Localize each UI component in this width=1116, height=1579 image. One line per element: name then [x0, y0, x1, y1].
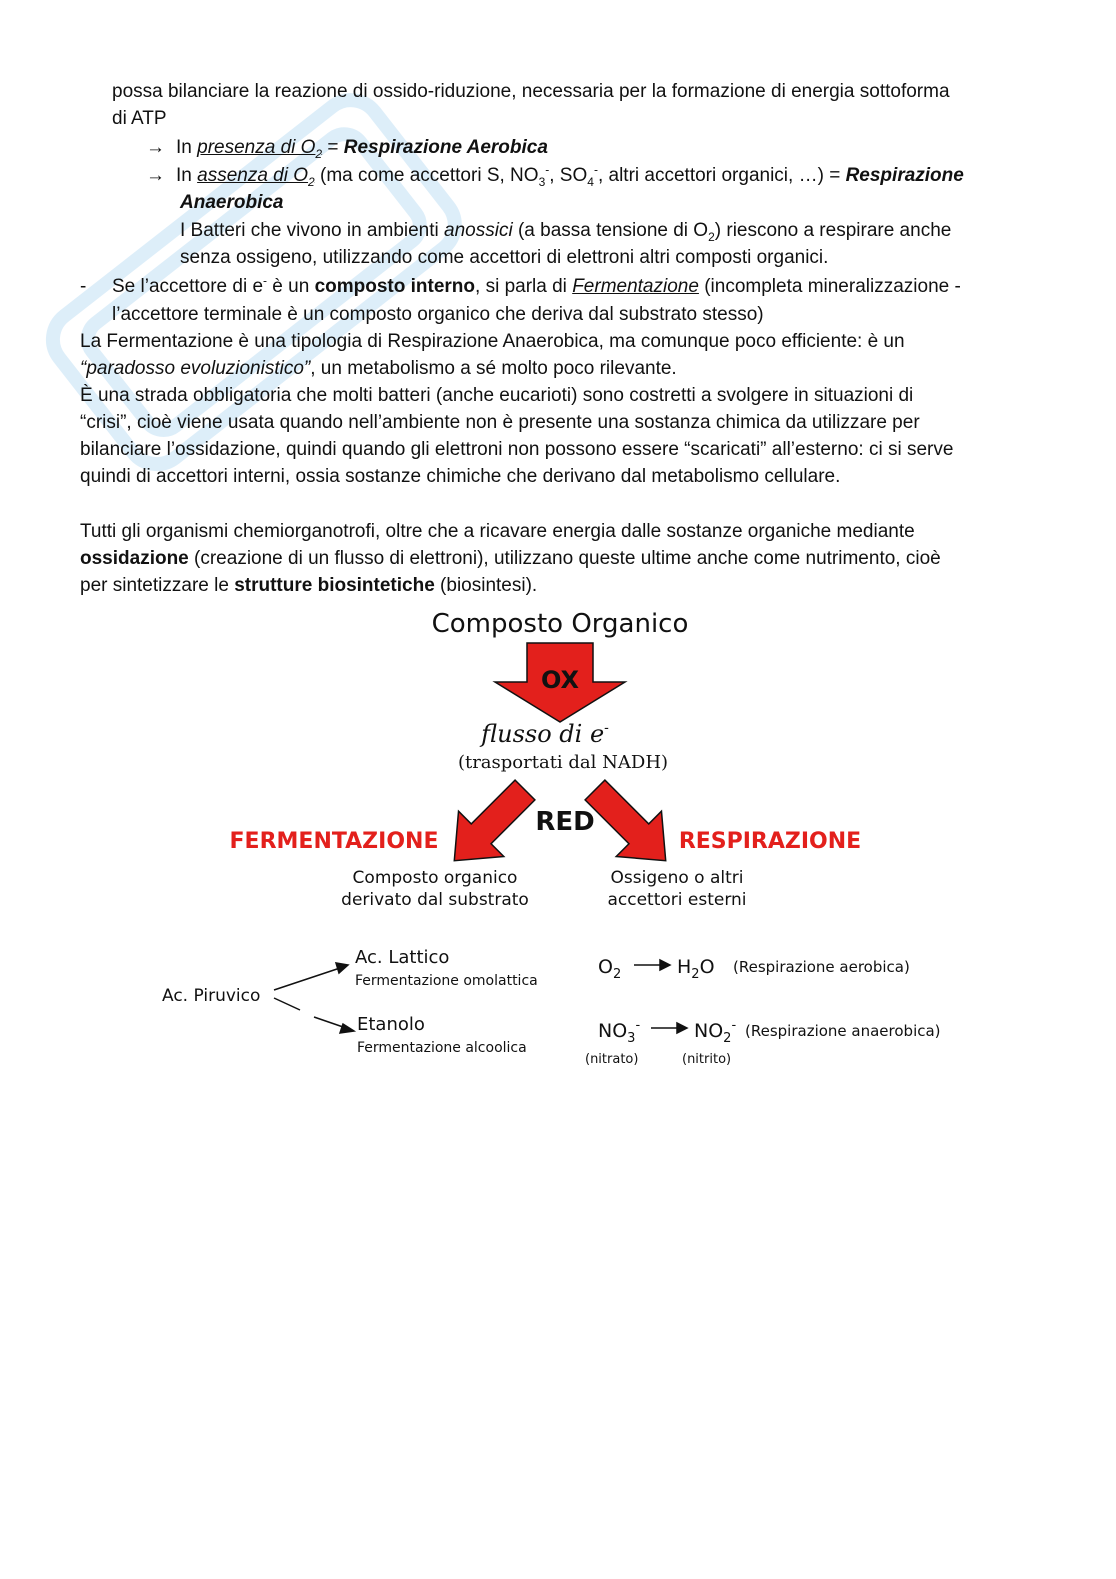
o2-to-h2o-arrow-icon — [634, 960, 670, 970]
nitrate-formula: $NO_3^-$ — [598, 1018, 641, 1046]
paragraph-line: “crisi”, cioè viene usata quando nell’ambiente non è presente una sostanza chimica da utilizzare per — [80, 412, 920, 433]
paragraph-line: senza ossigeno, utilizzando come accettori di elettroni altri composti organici. — [180, 247, 829, 268]
paragraph-line: È una strada obbligatoria che molti batteri (anche eucarioti) sono costretti a svolgere in situazioni di — [80, 385, 914, 406]
bullet-aerobic: → In presenza di $O_2$ = Respirazione Aerobica — [146, 134, 548, 161]
paragraph-line: Tutti gli organismi chemiorganotrofi, oltre che a ricavare energia dalle sostanze organiche mediante — [80, 521, 915, 542]
oxygen-formula: $O_2$ — [598, 956, 622, 982]
respiration-desc-line: accettori esterni — [607, 890, 747, 910]
fermentation-desc-line: Composto organico — [352, 868, 518, 888]
paragraph-line: La Fermentazione è una tipologia di Respirazione Anaerobica, ma comunque poco efficiente: è un — [80, 331, 905, 352]
right-arrow-icon: → — [146, 165, 165, 186]
fermentation-desc-line: derivato dal substrato — [341, 890, 529, 910]
ox-label: OX — [540, 666, 580, 694]
pyruvic-acid-label: Ac. Piruvico — [162, 986, 261, 1006]
nadh-carrier-label: (trasportati dal NADH) — [457, 752, 669, 773]
nitrate-label: (nitrato) — [585, 1052, 639, 1067]
metabolism-diagram — [0, 600, 1116, 1080]
fermentation-label: FERMENTAZIONE — [229, 829, 439, 854]
anaerobic-respiration-note: (Respirazione anaerobica) — [745, 1022, 941, 1040]
water-formula: $H_2O$ — [677, 956, 715, 982]
fermentation-arrow-icon — [432, 767, 548, 883]
aerobic-respiration-note: (Respirazione aerobica) — [733, 958, 910, 976]
dash-item: - Se l’accettore di e- è un composto interno, si parla di Fermentazione (incompleta mineralizzazione - — [80, 273, 961, 297]
diagram-title: Composto Organico — [431, 609, 689, 639]
alcoholic-label: Fermentazione alcoolica — [357, 1040, 527, 1056]
ethanol-label: Etanolo — [357, 1014, 425, 1035]
paragraph-line: I Batteri che vivono in ambienti anossici (a bassa tensione di $O_2$) riescono a respirare anche — [180, 220, 952, 244]
respiration-desc-line: Ossigeno o altri — [610, 868, 744, 888]
electron-flow-label: flusso di e- — [481, 720, 609, 748]
homolactic-label: Fermentazione omolattica — [355, 973, 538, 989]
nitrite-label: (nitrito) — [682, 1052, 732, 1067]
paragraph-line: ossidazione (creazione di un flusso di elettroni), utilizzano queste ultime anche come nutrimento, cioè — [80, 548, 941, 569]
paragraph-line: Anaerobica — [180, 192, 284, 213]
branch-arrow-down-icon — [274, 998, 354, 1033]
paragraph-line: bilanciare l’ossidazione, quindi quando gli elettroni non possono essere “scaricati” all’esterno: ci si serve — [80, 439, 954, 460]
paragraph-line: quindi di accettori interni, ossia sostanze chimiche che derivano dal metabolismo cellulare. — [80, 466, 841, 487]
no3-to-no2-arrow-icon — [651, 1023, 687, 1033]
bullet-anaerobic: → In assenza di $O_2$ (ma come accettori S, $NO_3^-$, $SO_4^-$, altri accettori organici, …) = Respirazione — [146, 162, 964, 189]
red-label: RED — [535, 807, 595, 837]
right-arrow-icon: → — [146, 137, 165, 158]
respiration-label: RESPIRAZIONE — [678, 829, 862, 854]
nitrite-formula: $NO_2^-$ — [694, 1018, 737, 1046]
branch-arrow-up-icon — [274, 963, 348, 990]
paragraph-line: “paradosso evoluzionistico”, un metabolismo a sé molto poco rilevante. — [80, 358, 677, 379]
paragraph-line: l’accettore terminale è un composto organico che deriva dal substrato stesso) — [112, 304, 764, 325]
paragraph-line: possa bilanciare la reazione di ossido-riduzione, necessaria per la formazione di energia sottoforma — [112, 81, 950, 102]
paragraph-line: di ATP — [112, 108, 167, 129]
lactic-acid-label: Ac. Lattico — [355, 947, 450, 968]
paragraph-line: per sintetizzare le strutture biosintetiche (biosintesi). — [80, 575, 538, 596]
